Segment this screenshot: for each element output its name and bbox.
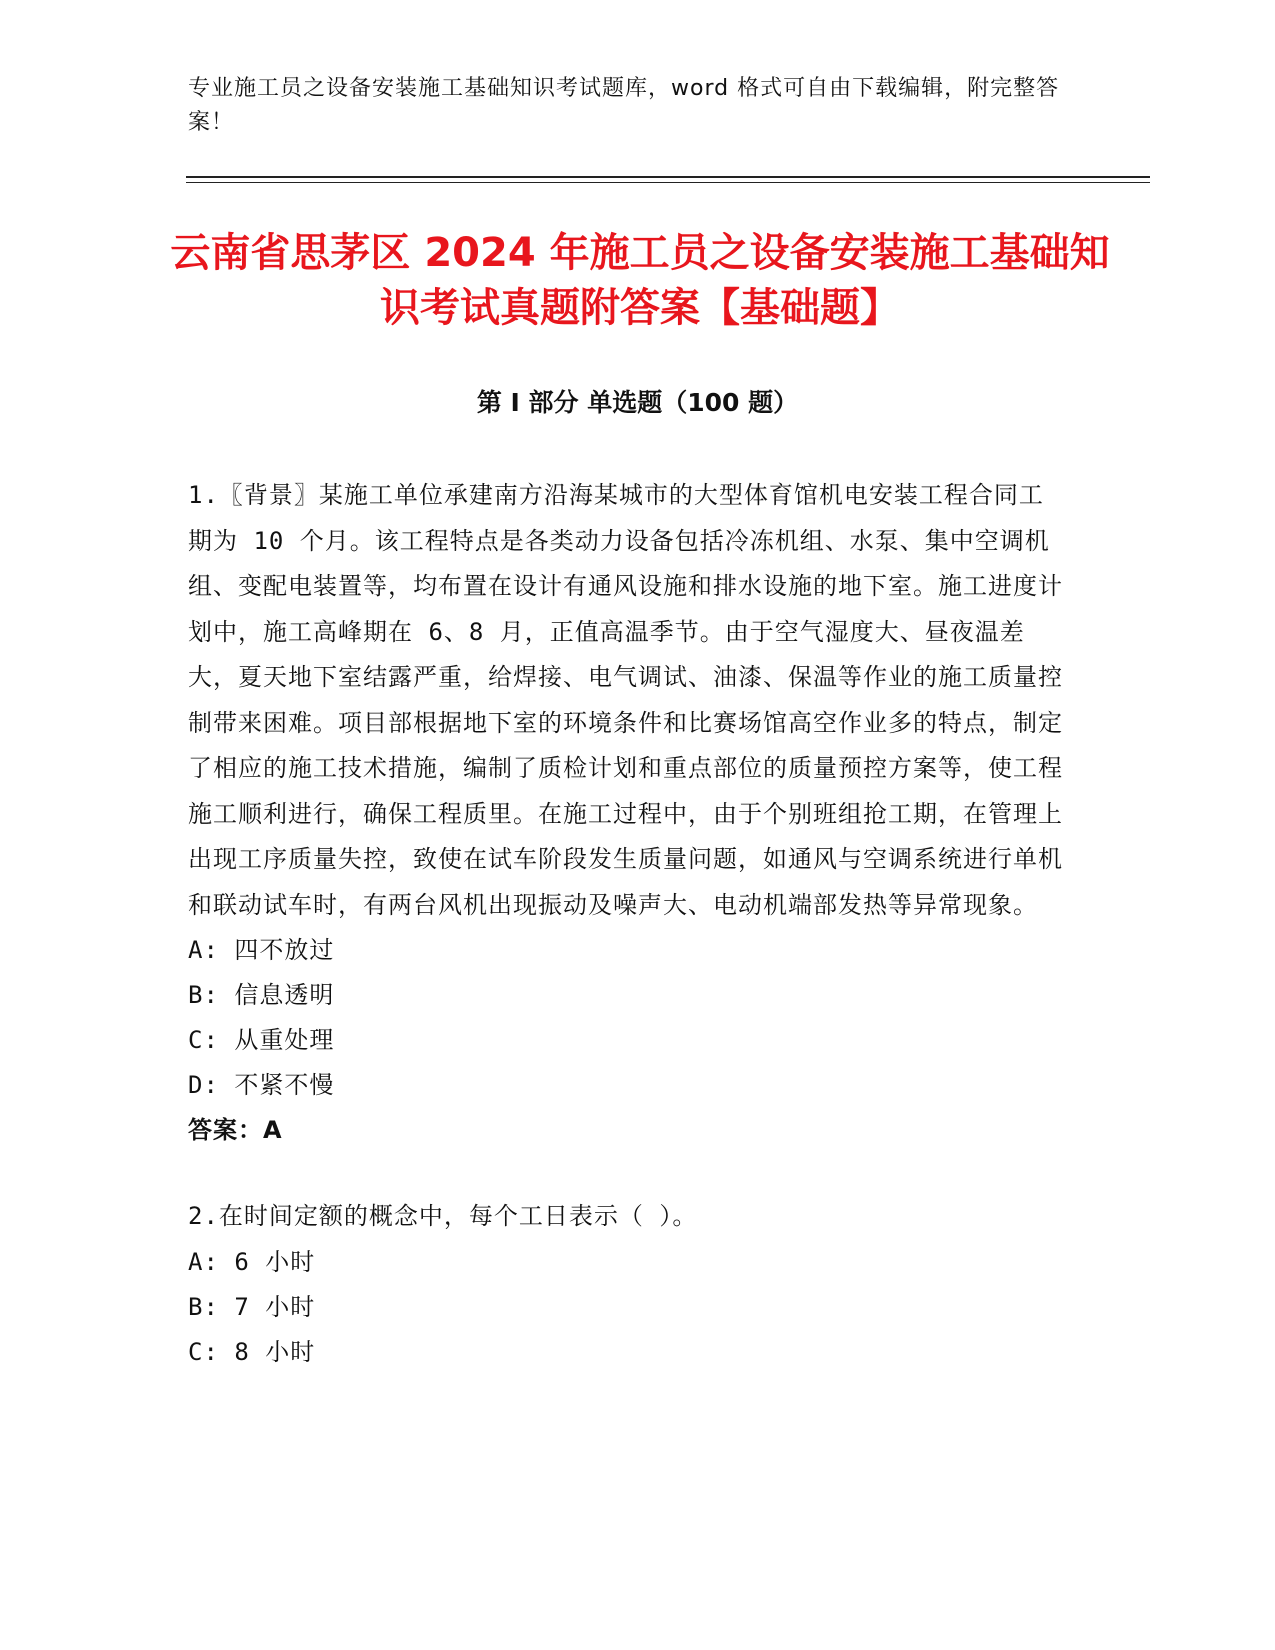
question-1-option-a: A: 四不放过: [188, 936, 335, 964]
question-2: [188, 1194, 1068, 1375]
question-1-option-c: C: 从重处理: [188, 1026, 335, 1054]
section-title: 第 I 部分 单选题（100 题）: [476, 388, 799, 417]
question-1-stem: 1.〖背景〗某施工单位承建南方沿海某城市的大型体育馆机电安装工程合同工期为 10 个月。该工程特点是各类动力设备包括冷冻机组、水泵、集中空调机组、变配电装置等，均布置在设计有通风设施和排水设施的地下室。施工进度计划中，施工高峰期在 6、8 月，正值高温季节。由于空气湿度大、昼夜温差大，夏天地下室结露严重，给焊接、电气调试、油漆、保温等作业的施工质量控制带来困难。项目部根据地下室的环境条件和比赛场馆高空作业多的特点，制定了相应的施工技术措施，编制了质检计划和重点部位的质量预控方案等，使工程施工顺利进行，确保工程质里。在施工过程中，由于个别班组抢工期，在管理上出现工序质量失控，致使在试车阶段发生质量问题，如通风与空调系统进行单机和联动试车时，有两台风机出现振动及噪声大、电动机端部发热等异常现象。: [188, 481, 1063, 919]
header-divider-thin: [186, 182, 1150, 183]
question-1-option-d: D: 不紧不慢: [188, 1071, 335, 1099]
question-2-stem: 2.在时间定额的概念中，每个工日表示（ ）。: [188, 1202, 698, 1230]
question-2-option-c: C: 8 小时: [188, 1337, 316, 1366]
question-1: [188, 473, 1068, 1153]
header-divider-thick: [186, 176, 1150, 178]
question-2-option-b: B: 7 小时: [188, 1292, 316, 1321]
header-note: 专业施工员之设备安装施工基础知识考试题库，word 格式可自由下载编辑，附完整答案！: [188, 76, 1060, 135]
question-1-answer: 答案：A: [188, 1116, 283, 1144]
question-1-option-b: B: 信息透明: [188, 981, 335, 1009]
document-title: 云南省思茅区 2024 年施工员之设备安装施工基础知识考试真题附答案【基础题】: [170, 230, 1110, 331]
question-list: [188, 473, 1068, 1416]
question-2-option-a: A: 6 小时: [188, 1247, 316, 1276]
